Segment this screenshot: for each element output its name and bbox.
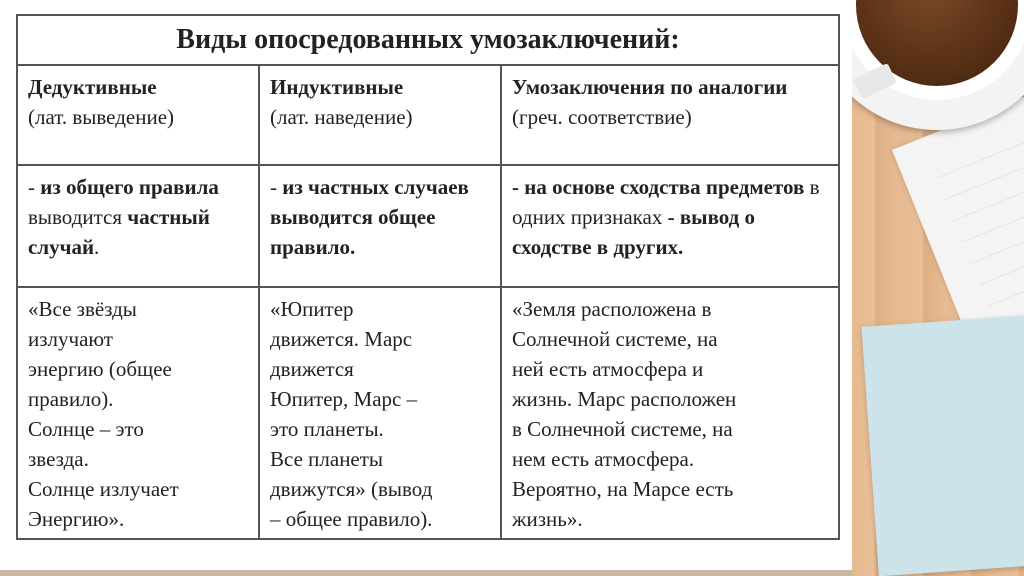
example-line: – общее правило). [270, 507, 433, 531]
example-line: движется. Марс [270, 327, 413, 351]
example-row [17, 287, 839, 539]
column-name: Индуктивные [270, 75, 404, 99]
definition-text: - вывод о сходстве в других. [512, 205, 756, 259]
header-cell-analogy [501, 65, 839, 165]
example-line: Солнечной системе, на [512, 327, 718, 351]
inference-types-table [16, 14, 840, 540]
example-line: Юпитер, Марс – [270, 387, 418, 411]
column-name: Дедуктивные [28, 75, 157, 99]
example-line: «Все звёзды [28, 297, 137, 321]
header-row [17, 65, 839, 165]
example-line: правило). [28, 387, 114, 411]
example-line: «Юпитер [270, 297, 354, 321]
definition-row [17, 165, 839, 287]
column-origin: (лат. выведение) [28, 105, 175, 129]
example-line: Солнце – это [28, 417, 144, 441]
header-cell-deductive [17, 65, 259, 165]
example-line: звезда. [28, 447, 89, 471]
column-origin: (лат. наведение) [270, 105, 413, 129]
desk-decoration [852, 0, 1024, 576]
definition-text: в одних признаках [512, 175, 820, 229]
definition-text: - [270, 175, 283, 199]
column-origin: (греч. соответствие) [512, 105, 692, 129]
example-line: излучают [28, 327, 113, 351]
definition-text: . [94, 235, 100, 259]
definition-text: - на основе сходства предметов [512, 175, 805, 199]
example-line: Все планеты [270, 447, 384, 471]
definition-text: из общего правила [40, 175, 219, 199]
bottom-strip [0, 570, 852, 576]
example-cell [17, 287, 259, 539]
example-line: в Солнечной системе, на [512, 417, 733, 441]
definition-cell [259, 165, 501, 287]
sticky-note-decoration [862, 314, 1024, 576]
definition-text: выводится [28, 205, 128, 229]
example-line: ней есть атмосфера и [512, 357, 704, 381]
header-cell-inductive [259, 65, 501, 165]
definition-text: из частных случаев выводится общее правило. [270, 175, 469, 259]
example-line: «Земля расположена в [512, 297, 712, 321]
example-line: Солнце излучает [28, 477, 179, 501]
example-line: движутся» (вывод [270, 477, 433, 501]
example-line: движется [270, 357, 354, 381]
example-cell [501, 287, 839, 539]
example-line: жизнь. Марс расположен [512, 387, 737, 411]
definition-cell [17, 165, 259, 287]
example-line: Вероятно, на Марсе есть [512, 477, 734, 501]
definition-text: частный случай [28, 205, 210, 259]
definition-cell [501, 165, 839, 287]
definition-text: - [28, 175, 41, 199]
example-line: Энергию». [28, 507, 125, 531]
table-title: Виды опосредованных умозаключений: [17, 15, 839, 65]
example-line: жизнь». [512, 507, 583, 531]
example-line: энергию (общее [28, 357, 172, 381]
example-cell [259, 287, 501, 539]
example-line: это планеты. [270, 417, 384, 441]
column-name: Умозаключения по аналогии [512, 75, 788, 99]
example-line: нем есть атмосфера. [512, 447, 695, 471]
